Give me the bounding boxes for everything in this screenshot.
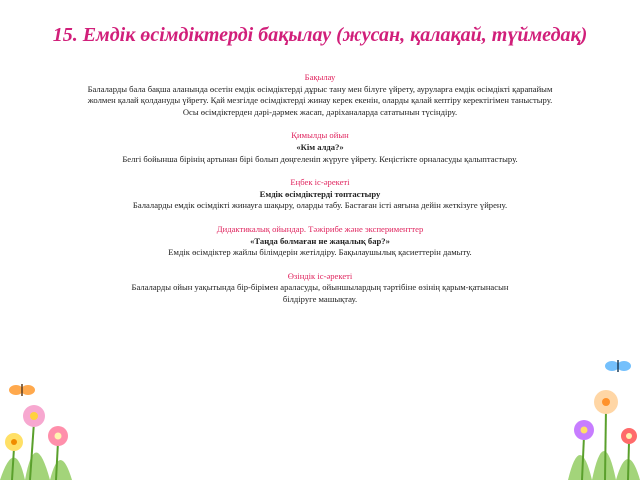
butterfly-icon: [9, 384, 35, 396]
section-heading-independent-activity: Өзіндік іс-әрекеті: [287, 270, 353, 281]
activity-title: Емдік өсімдіктерді топтастыру: [259, 188, 381, 199]
section-heading-didactic-games: Дидактикалық ойындар. Тәжірибе және эксперименттер: [216, 223, 424, 234]
body-line: Балаларды ойын уақытында бір-бірімен араласуды, ойыншылардың тәртібіне өзінің қарым-қатынасын: [131, 282, 509, 293]
section-heading-movement-game: Қимылды ойын: [291, 130, 349, 141]
body-line: жолмен қалай қолдануды үйрету. Қай мезгілде өсімдіктерді жинау керек екенін, оларды қалай кептіру керектігімен таныстыру.: [87, 95, 553, 106]
body-line: Балаларды емдік өсімдікті жинауға шақыру, оларды табу. Бастаған істі аяғына дейін жеткізуге үйрену.: [132, 200, 508, 211]
body-line: Белгі бойынша бірінің артынан бірі болып дөңгеленіп жүруге үйрету. Кеңістікте орналасуды қалыптастыру.: [122, 153, 518, 164]
body-line: Емдік өсімдіктер жайлы білімдерін жетілдіру. Бақылаушылық қасиеттерін дамыту.: [168, 247, 472, 258]
body-line: білдіруге машықтау.: [282, 293, 358, 304]
body-line: Балаларды бала бақша аланында өсетін емдік өсімдіктерді дұрыс тану мен білуге үйрету, ауруларға емдік өсімдікті қарапайым: [87, 83, 553, 94]
slide-body: [40, 72, 600, 306]
didactic-game-title: «Таңда болмаған не жаңалық бар?»: [250, 235, 390, 246]
game-title: «Кім алда?»: [296, 141, 344, 152]
section-heading-labor-activity: Еңбек іс-әрекеті: [290, 177, 350, 188]
flower-border-decoration: [0, 330, 640, 480]
body-line: Осы өсімдіктерден дәрі-дәрмек жасап, дәріханаларда сататынын түсіндіру.: [182, 106, 458, 117]
section-heading-observation: Бақылау: [304, 72, 336, 82]
page-title: 15. Емдік өсімдіктерді бақылау (жусан, қалақай, түймедақ): [52, 24, 588, 46]
butterfly-icon: [605, 360, 631, 372]
